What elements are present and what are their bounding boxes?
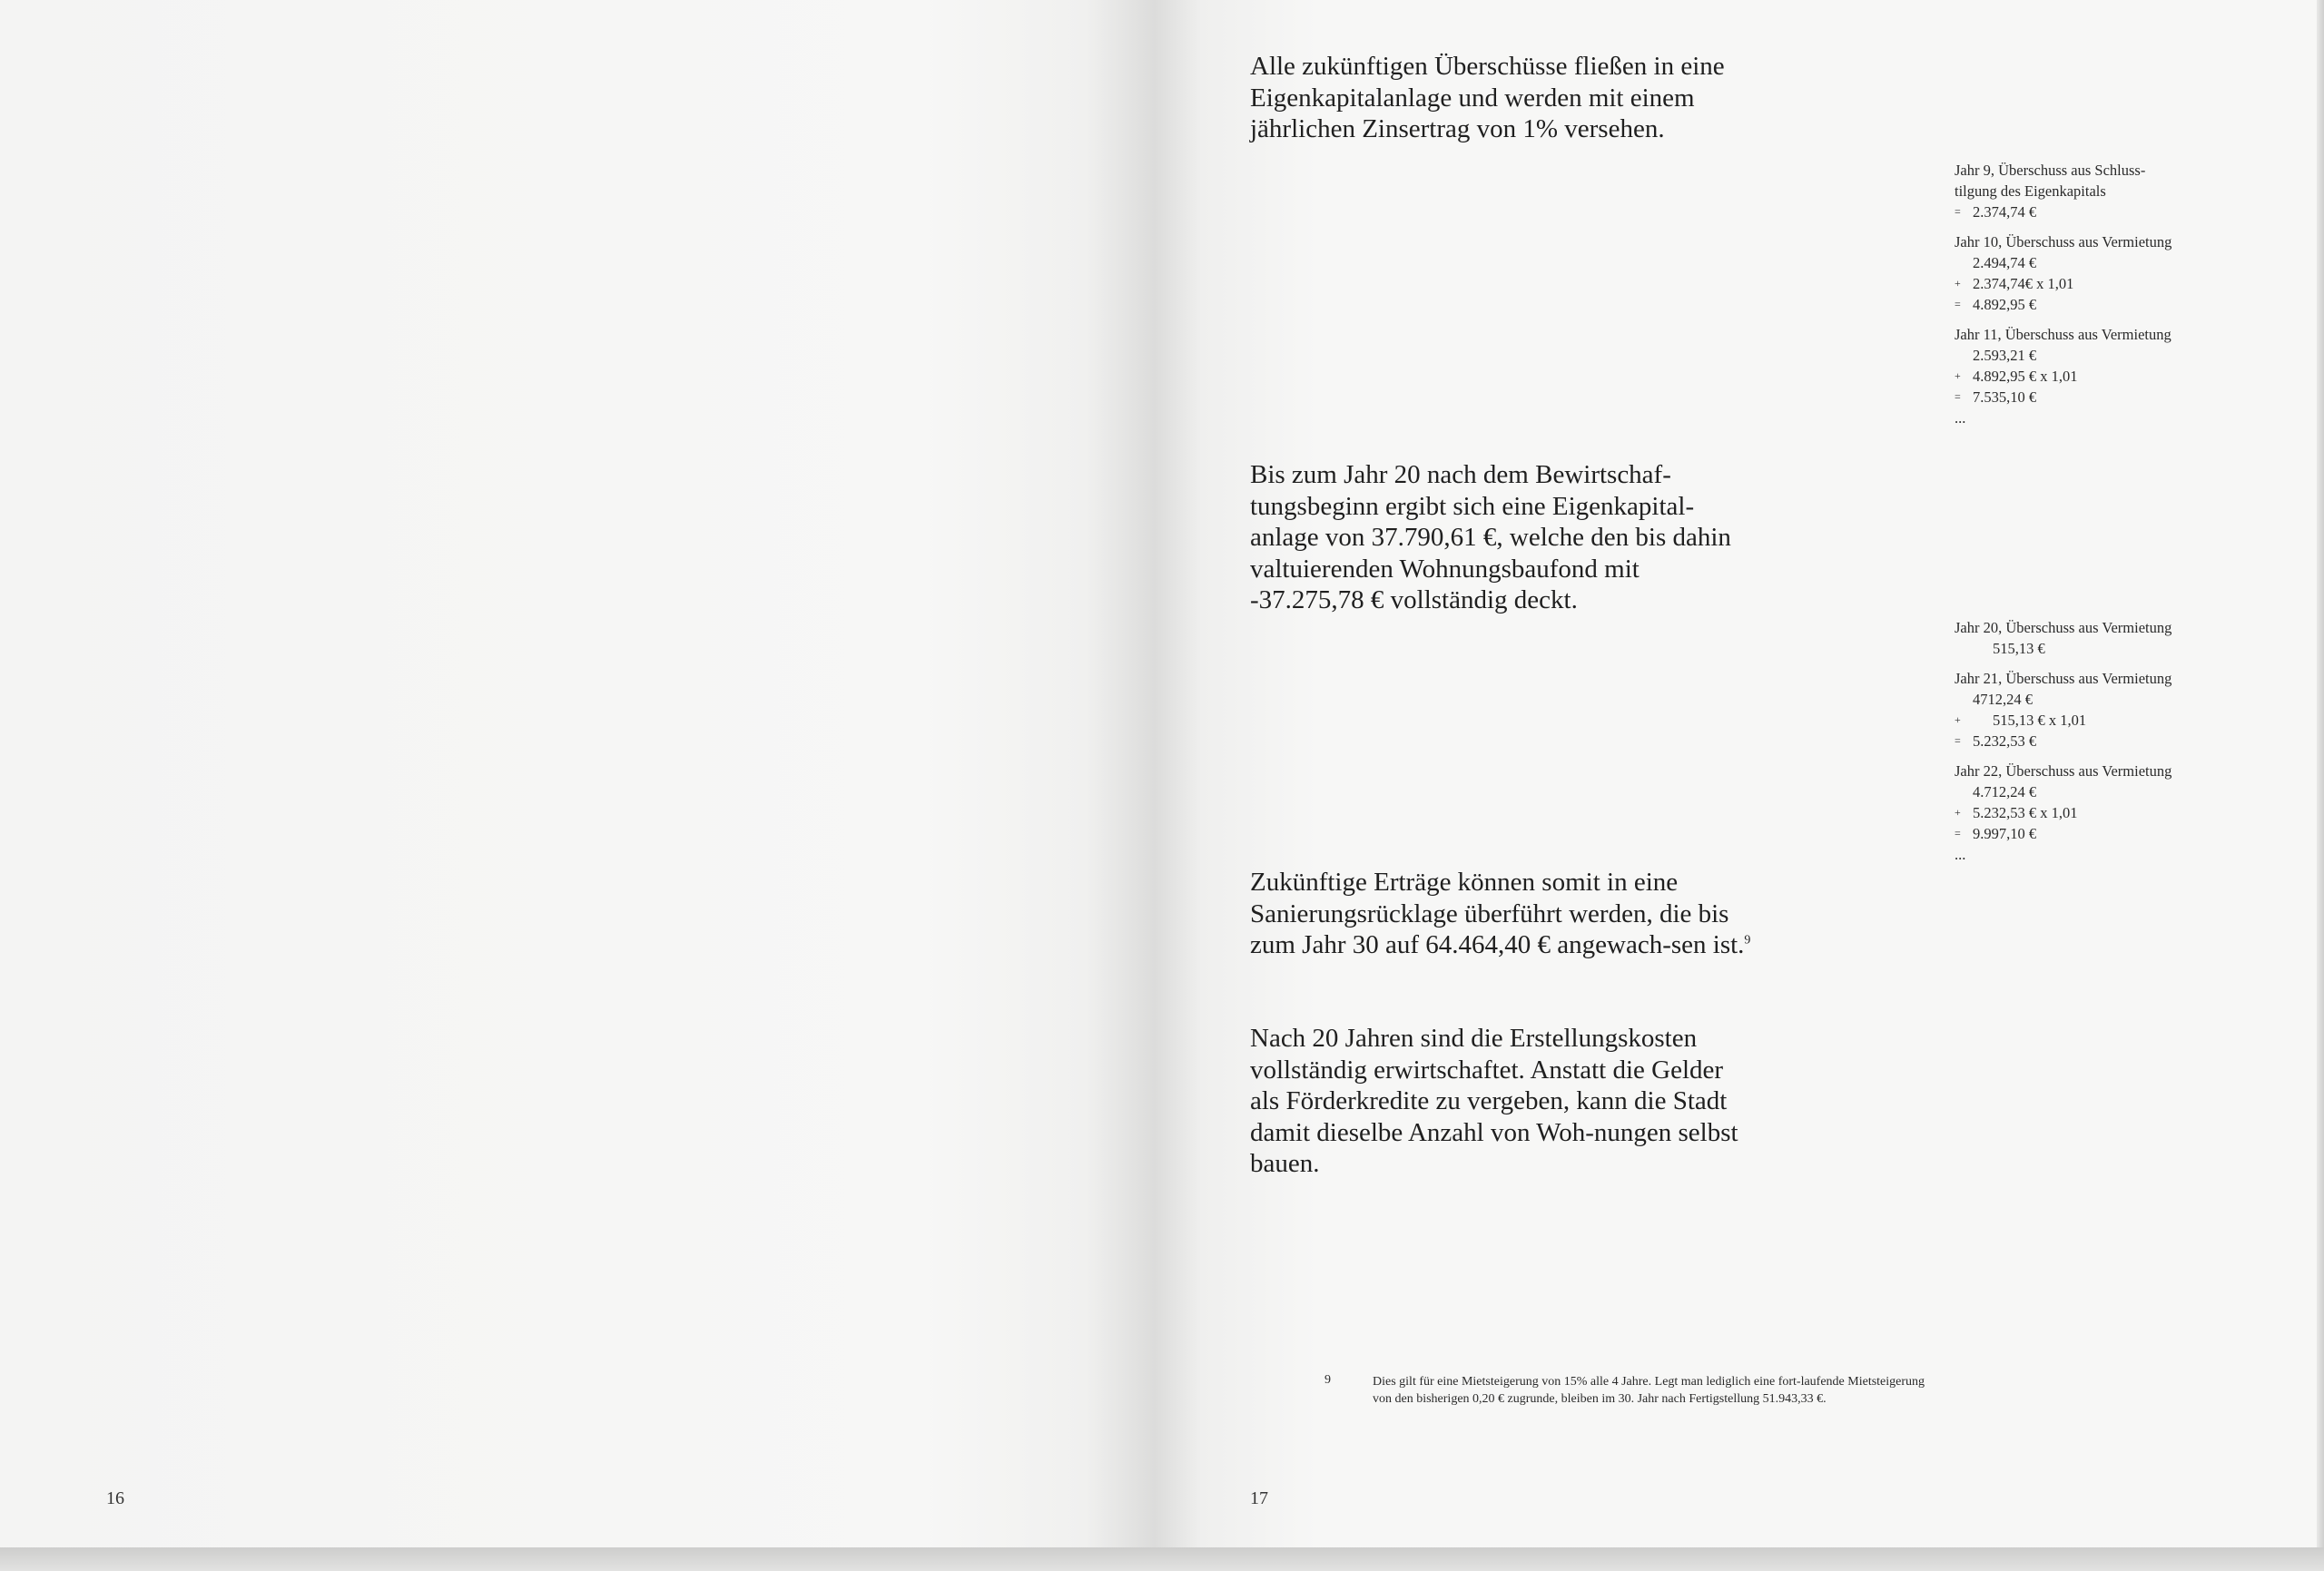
page-number-right: 17 bbox=[1250, 1488, 1268, 1508]
calc-value: 2.494,74 € bbox=[1973, 254, 2037, 271]
paragraph-4: Nach 20 Jahren sind die Erstellungskosten vollständig erwirtschaftet. Anstatt die Gelder als Förderkredite zu vergeben, kann die Stadt damit dieselbe Anzahl von Woh-nungen selbst bauen. bbox=[1250, 1024, 1738, 1178]
calc-line bbox=[1955, 201, 2227, 222]
calc-operator bbox=[1955, 781, 1973, 802]
calc-operator: + bbox=[1955, 277, 1961, 290]
calc-operator: = bbox=[1955, 734, 1961, 747]
paragraph-1: Alle zukünftigen Überschüsse fließen in eine Eigenkapitalanlage und werden mit einem jährlichen Zinsertrag von 1% versehen. bbox=[1250, 52, 1725, 143]
calc-value: 4.712,24 € bbox=[1973, 783, 2037, 800]
calc-value: 2.374,74€ x 1,01 bbox=[1973, 275, 2074, 292]
paragraph-2: Bis zum Jahr 20 nach dem Bewirtschaf-tungsbeginn ergibt sich eine Eigenkapital-anlage von 37.790,61 €, welche den bis dahin valtuierenden Wohnungsbaufond mit -37.275,78 € vollständig deckt. bbox=[1250, 460, 1731, 614]
calc-line bbox=[1955, 781, 2227, 802]
calc-line bbox=[1955, 387, 2227, 407]
page-number-left: 16 bbox=[106, 1488, 124, 1508]
calc-ellipsis: ... bbox=[1955, 409, 1966, 427]
calc-value: 9.997,10 € bbox=[1973, 825, 2037, 842]
calc-operator: + bbox=[1955, 713, 1961, 726]
calc-operator: + bbox=[1955, 806, 1961, 819]
calculation-group-1 bbox=[1955, 160, 2227, 437]
calc-operator bbox=[1955, 345, 1973, 366]
calc-block bbox=[1955, 160, 2227, 222]
calc-value: 5.232,53 € x 1,01 bbox=[1973, 804, 2078, 821]
calc-block bbox=[1955, 761, 2227, 865]
calc-value: 2.374,74 € bbox=[1973, 203, 2037, 221]
calc-value: 4.892,95 € x 1,01 bbox=[1973, 368, 2078, 385]
calc-line bbox=[1955, 252, 2227, 273]
calc-line bbox=[1955, 638, 2227, 659]
calc-block bbox=[1955, 324, 2227, 428]
page-shadow bbox=[0, 1547, 2324, 1571]
calc-block bbox=[1955, 668, 2227, 751]
calc-heading: Jahr 20, Überschuss aus Vermietung bbox=[1955, 619, 2172, 636]
calc-value: 4712,24 € bbox=[1973, 691, 2033, 708]
footnote-text: Dies gilt für eine Mietsteigerung von 15% alle 4 Jahre. Legt man lediglich eine fort-laufende Mietsteigerung von den bisherigen 0,20 € zugrunde, bleiben im 30. Jahr nach Fertigstellung 51.943,33 €. bbox=[1373, 1375, 1925, 1406]
page-edge bbox=[2317, 0, 2324, 1547]
calc-value: 2.593,21 € bbox=[1973, 347, 2037, 364]
calc-heading: tilgung des Eigenkapitals bbox=[1955, 182, 2106, 200]
calculation-group-2 bbox=[1955, 617, 2227, 874]
calc-heading: Jahr 21, Überschuss aus Vermietung bbox=[1955, 670, 2172, 687]
calc-heading: Jahr 22, Überschuss aus Vermietung bbox=[1955, 762, 2172, 780]
calc-operator: = bbox=[1955, 390, 1961, 403]
calc-value: 515,13 € x 1,01 bbox=[1993, 712, 2087, 729]
paragraph-3-text: Zukünftige Erträge können somit in eine Sanierungsrücklage überführt werden, die bis zum Jahr 30 auf 64.464,40 € angewach-sen ist. bbox=[1250, 868, 1745, 959]
calc-line bbox=[1955, 345, 2227, 366]
calc-operator: + bbox=[1955, 369, 1961, 382]
calc-line bbox=[1955, 731, 2227, 751]
calc-heading: Jahr 9, Überschuss aus Schluss- bbox=[1955, 162, 2146, 179]
calc-operator: = bbox=[1955, 298, 1961, 310]
calc-operator: = bbox=[1955, 827, 1961, 840]
calc-line bbox=[1955, 802, 2227, 823]
paragraph-3 bbox=[1250, 867, 1758, 994]
calc-line bbox=[1955, 294, 2227, 315]
calc-line bbox=[1955, 366, 2227, 387]
calc-line bbox=[1955, 273, 2227, 294]
calc-operator: = bbox=[1955, 205, 1961, 218]
calc-heading: Jahr 10, Überschuss aus Vermietung bbox=[1955, 233, 2172, 250]
calc-operator bbox=[1955, 689, 1973, 710]
calc-operator bbox=[1955, 638, 1973, 659]
calc-operator bbox=[1955, 252, 1973, 273]
calc-block bbox=[1955, 617, 2227, 659]
calc-value: 5.232,53 € bbox=[1973, 732, 2037, 750]
left-page bbox=[0, 0, 1155, 1547]
calc-line bbox=[1955, 823, 2227, 844]
calc-line bbox=[1955, 710, 2227, 731]
footnote-reference: 9 bbox=[1744, 933, 1751, 948]
calc-block bbox=[1955, 231, 2227, 315]
calc-value: 4.892,95 € bbox=[1973, 296, 2037, 313]
calc-value: 515,13 € bbox=[1993, 640, 2045, 657]
calc-ellipsis: ... bbox=[1955, 846, 1966, 863]
calc-line bbox=[1955, 689, 2227, 710]
calc-heading: Jahr 11, Überschuss aus Vermietung bbox=[1955, 326, 2171, 343]
calc-value: 7.535,10 € bbox=[1973, 388, 2037, 406]
footnote-number: 9 bbox=[1324, 1373, 1331, 1387]
